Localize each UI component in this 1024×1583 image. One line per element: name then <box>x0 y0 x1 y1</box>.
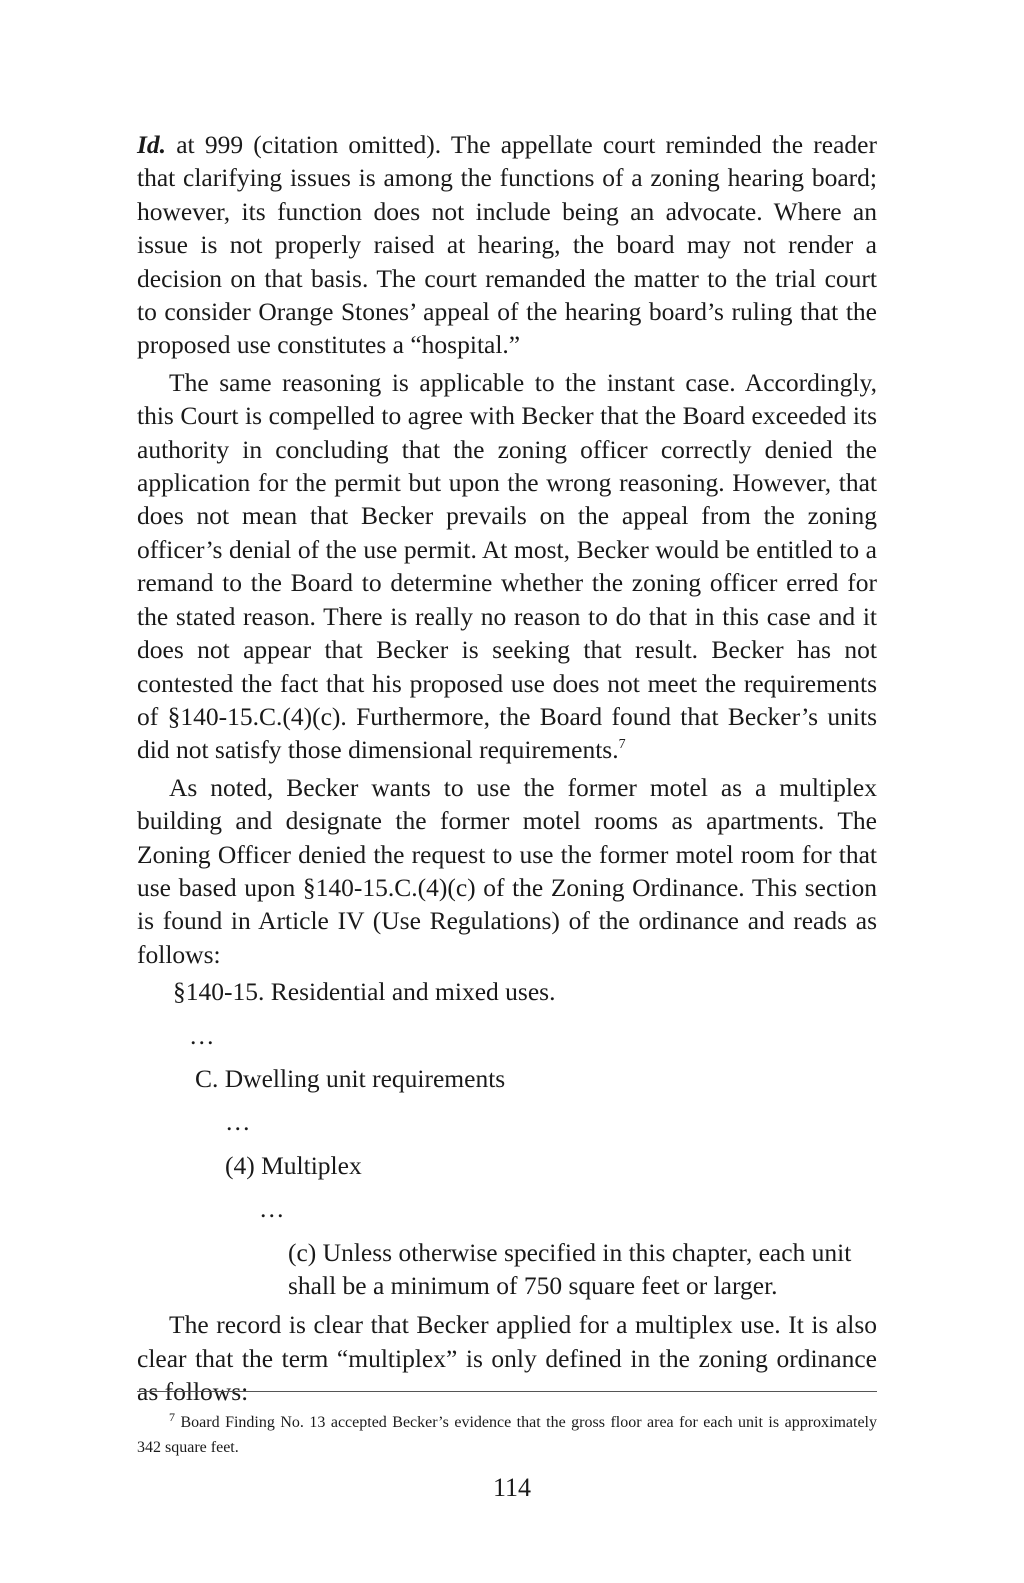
paragraph-1-text: at 999 (citation omitted). The appellate court reminded the reader that clarifying issues is among the functions of a zoning hearing board; however, its function does not include being an advocate. Where an issue is not properly raised at hearing, the board may not render a decision on that basis. The court remanded the matter to the trial court to consider Orange Stones’ appeal of the hearing board’s ruling that the proposed use constitutes a “hospital.” <box>137 130 877 360</box>
case-citation: Id. <box>137 130 167 159</box>
paragraph-2 <box>137 366 877 767</box>
footnote <box>137 1405 877 1460</box>
page-body <box>137 128 877 1409</box>
ordinance-ellipsis: … <box>189 1020 215 1050</box>
footnote-text: Board Finding No. 13 accepted Becker’s evidence that the gross floor area for each unit is approximately 342 square feet. <box>137 1414 877 1456</box>
footnote-reference: 7 <box>618 737 626 753</box>
page-number: 114 <box>492 1473 532 1502</box>
ordinance-ellipsis: … <box>225 1107 251 1137</box>
paragraph-4-text: The record is clear that Becker applied for a multiplex use. It is also clear that the term “multiplex” is only defined in the zoning ordinance as follows: <box>137 1310 877 1407</box>
ordinance-subsection-c: C. Dwelling unit requirements <box>195 1063 506 1093</box>
ordinance-heading: §140-15. Residential and mixed uses. <box>173 977 556 1007</box>
paragraph-2-text: The same reasoning is applicable to the instant case. Accordingly, this Court is compelled to agree with Becker that the Board exceeded its authority in concluding that the zoning officer correctly denied the application for the permit but upon the wrong reasoning. However, that does not mean that Becker prevails on the appeal from the zoning officer’s denial of the use permit. At most, Becker would be entitled to a remand to the Board to determine whether the zoning officer erred for the stated reason. There is really no reason to do that in this case and it does not appear that Becker is seeking that result. Becker has not contested the fact that his proposed use does not meet the requirements of §140-15.C.(4)(c). Furthermore, the Board found that Becker’s units did not satisfy those dimensional requirements. <box>137 367 877 765</box>
paragraph-3-text: As noted, Becker wants to use the former motel as a multiplex building and designate the former motel rooms as apartments. The Zoning Officer denied the request to use the former motel room for that use based upon §140-15.C.(4)(c) of the Zoning Ordinance. This section is found in Article IV (Use Regulations) of the ordinance and reads as follows: <box>137 772 877 969</box>
footnote-number: 7 <box>169 1410 175 1424</box>
ordinance-quote <box>137 975 877 1302</box>
ordinance-subsection-4: (4) Multiplex <box>225 1150 362 1180</box>
paragraph-4 <box>137 1308 877 1408</box>
paragraph-3 <box>137 771 877 971</box>
paragraph-1 <box>137 128 877 362</box>
ordinance-requirement-text: (c) Unless otherwise specified in this chapter, each unit shall be a minimum of 750 square feet or larger. <box>288 1237 852 1300</box>
ordinance-ellipsis: … <box>259 1194 285 1224</box>
ordinance-subsection-c-text <box>137 1236 877 1303</box>
footnote-divider <box>137 1391 877 1392</box>
